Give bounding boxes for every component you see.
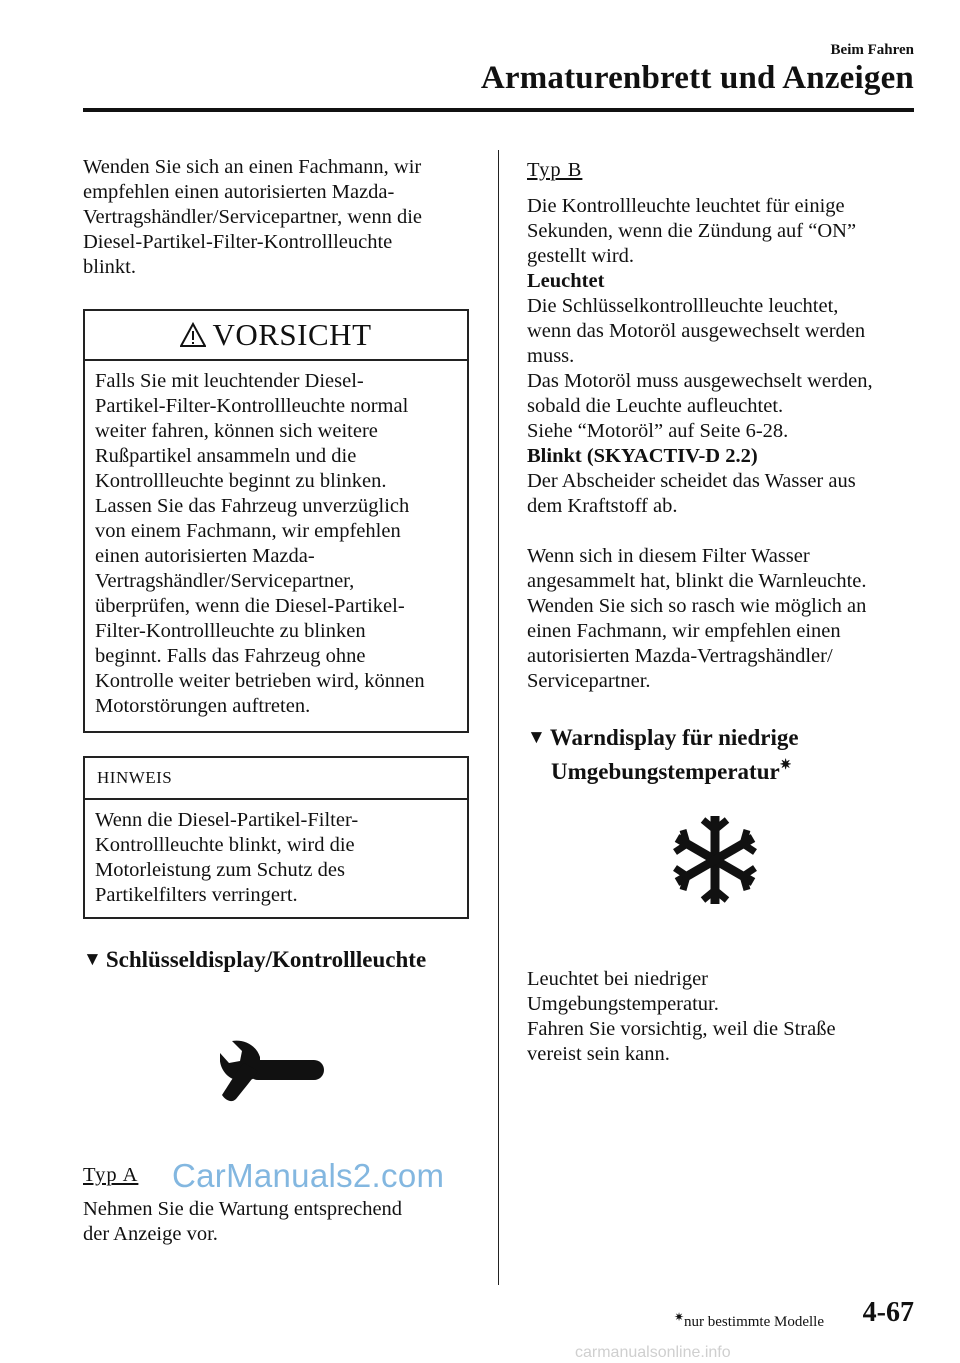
note-title: HINWEIS	[97, 768, 173, 787]
header-rule	[83, 108, 914, 112]
caution-body: Falls Sie mit leuchtender Diesel- Partikel-Filter-Kontrollleuchte normal weiter fahren, können sich weitere Rußpartikel ansammeln und die Kontrollleuchte beginnt zu blinken. Lassen Sie das Fahrzeug unverzüglich von einem Fachmann, wir empfehlen einen autorisierten Mazda- Vertragshändler/Servicepartner, überprüfen, wenn die Diesel-Partikel- Filter-Kontrollleuchte zu blinken beginnt. Falls das Fahrzeug ohne Kontrolle weiter betrieben wird, können Motorstörungen auftreten.	[95, 370, 425, 717]
source-watermark: carmanualsonline.info	[575, 1344, 731, 1361]
snowflake-icon	[667, 812, 763, 908]
typ-a-text: Nehmen Sie die Wartung entsprechend der Anzeige vor.	[83, 1198, 403, 1245]
note-body: Wenn die Diesel-Partikel-Filter- Kontrollleuchte blinkt, wird die Motorleistung zum Schutz des Partikelfilters verringert.	[95, 809, 359, 906]
triangle-down-icon: ▼	[527, 727, 546, 748]
triangle-down-icon: ▼	[83, 949, 102, 970]
footer-note	[674, 1310, 824, 1331]
footer-note-text: nur bestimmte Modelle	[684, 1314, 824, 1330]
page-number: 4-67	[862, 1297, 914, 1328]
footer-star: ✷	[673, 1310, 685, 1324]
low-temp-text: Leuchtet bei niedriger Umgebungstemperatur. Fahren Sie vorsichtig, weil die Straße vereist sein kann.	[527, 968, 836, 1065]
section-heading-line2-wrap	[527, 752, 799, 786]
watermark: CarManuals2.com	[172, 1157, 445, 1194]
note-box	[83, 756, 469, 919]
caution-box	[83, 309, 469, 733]
typ-b-text-4: Wenn sich in diesem Filter Wasser angesammelt hat, blinkt die Warnleuchte. Wenden Sie sich so rasch wie möglich an einen Fachmann, wir empfehlen einen autorisierten Mazda-Vertragshändler/ Servicepartner.	[527, 545, 867, 692]
section-heading-key-display	[83, 946, 426, 974]
header-section-label: Beim Fahren	[830, 42, 914, 58]
page-title: Armaturenbrett und Anzeigen	[480, 60, 914, 96]
section-heading-text: Schlüsseldisplay/Kontrollleuchte	[105, 947, 427, 972]
note-header	[85, 758, 467, 800]
typ-a-label: Typ A	[83, 1164, 139, 1186]
caution-title: VORSICHT	[212, 317, 372, 352]
section-heading-line1: Warndisplay für niedrige	[549, 725, 799, 750]
warning-triangle-icon	[180, 322, 206, 348]
intro-paragraph: Wenden Sie sich an einen Fachmann, wir empfehlen einen autorisierten Mazda- Vertragshändler/Servicepartner, wenn die Diesel-Partikel-Filter-Kontrollleuchte blinkt.	[83, 156, 422, 278]
typ-b-text-1: Die Kontrollleuchte leuchtet für einige Sekunden, wenn die Zündung auf “ON” gestellt wird.	[527, 195, 857, 267]
section-heading-line2: Umgebungstemperatur	[551, 759, 780, 784]
column-divider	[498, 150, 499, 1285]
heading-blinkt: Blinkt (SKYACTIV-D 2.2)	[527, 445, 758, 467]
optional-star: ✷	[779, 758, 792, 773]
caution-header	[85, 311, 467, 361]
typ-b-text-3: Der Abscheider scheidet das Wasser aus dem Kraftstoff ab.	[527, 470, 856, 517]
typ-b-text-2: Die Schlüsselkontrollleuchte leuchtet, wenn das Motoröl ausgewechselt werden muss. Das Motoröl muss ausgewechselt werden, sobald die Leuchte aufleuchtet. Siehe “Motoröl” auf Seite 6-28.	[527, 295, 873, 442]
wrench-icon	[220, 1035, 328, 1105]
heading-leuchtet: Leuchtet	[527, 270, 605, 292]
section-heading-low-temp	[527, 724, 799, 786]
typ-b-label: Typ B	[527, 159, 583, 181]
